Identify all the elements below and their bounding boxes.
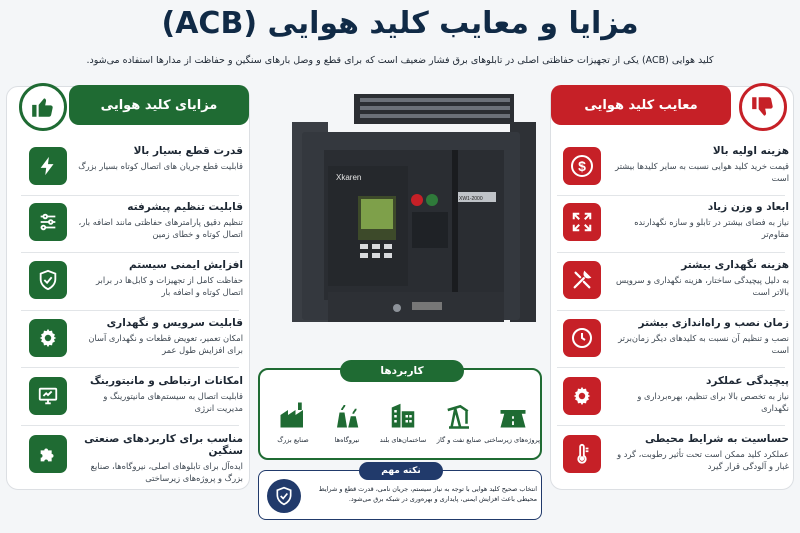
disadvantage-item [557, 375, 789, 430]
acb-breaker-image [262, 92, 538, 354]
advantage-desc: قابلیت اتصال به سیستم‌های مانیتورینگ و مدیریت انرژی [103, 391, 243, 414]
advantage-desc: ایده‌آل برای تابلوهای اصلی، نیروگاه‌ها، صنایع بزرگ و پروژه‌های زیرساختی [90, 461, 243, 484]
disadvantage-desc: عملکرد کلید ممکن است تحت تأثیر رطوبت، گرد و غبار و آلودگی قرار گیرد [617, 449, 789, 472]
disadvantage-title: پیچیدگی عملکرد [705, 375, 789, 387]
divider [557, 252, 785, 253]
advantage-desc: امکان تعمیر، تعویض قطعات و نگهداری آسان برای افزایش طول عمر [88, 333, 243, 356]
brand-label: Xkaren [336, 173, 362, 182]
advantage-item [21, 433, 253, 488]
advantage-item [21, 317, 253, 372]
dollar-icon [563, 147, 601, 185]
road-icon [486, 396, 540, 430]
disadvantage-desc: نصب و تنظیم آن نسبت به کلیدهای دیگر زمان‌برتر است [618, 333, 789, 356]
disadvantage-item [557, 201, 789, 256]
advantage-desc: حفاظت کامل از تجهیزات و کابل‌ها در برابر اتصال کوتاه و اضافه بار [95, 275, 243, 298]
disadvantage-title: ابعاد و وزن زیاد [707, 201, 789, 213]
application-item [320, 396, 374, 444]
expand-icon [563, 203, 601, 241]
application-item [432, 396, 486, 444]
divider [21, 195, 239, 196]
application-label: صنایع نفت و گاز [436, 436, 482, 444]
application-item [486, 396, 540, 444]
disadvantages-panel [550, 86, 794, 490]
disadvantage-title: هزینه اولیه بالا [712, 145, 789, 157]
gear-icon [29, 319, 67, 357]
advantages-panel [6, 86, 250, 490]
shield-check-icon [267, 479, 301, 513]
advantage-title: قدرت قطع بسیار بالا [133, 145, 243, 157]
divider [557, 195, 785, 196]
thermometer-icon [563, 435, 601, 473]
divider [21, 252, 239, 253]
divider [21, 367, 239, 368]
disadvantage-item [557, 317, 789, 372]
application-label: نیروگاه‌ها [334, 436, 360, 444]
disadvantage-item [557, 259, 789, 314]
advantage-title: قابلیت تنظیم پیشرفته [127, 201, 243, 213]
clock-icon [563, 319, 601, 357]
divider [557, 367, 785, 368]
divider [557, 425, 785, 426]
applications-heading: کاربردها [340, 360, 464, 382]
application-label: ساختمان‌های بلند [379, 436, 427, 444]
monitor-icon [29, 377, 67, 415]
disadvantage-desc: به دلیل پیچیدگی ساختار، هزینه نگهداری و سرویس بالاتر است [616, 275, 789, 298]
advantage-title: مناسب برای کاربردهای صنعتی سنگین [84, 433, 243, 457]
advantage-item [21, 375, 253, 430]
divider [557, 310, 785, 311]
note-heading: نکته مهم [359, 462, 443, 480]
shield-check-icon [29, 261, 67, 299]
advantage-title: امکانات ارتباطی و مانیتورینگ [90, 375, 243, 387]
disadvantages-heading: معایب کلید هوایی [551, 85, 731, 125]
application-item [376, 396, 430, 444]
disadvantage-desc: نیاز به فضای بیشتر در تابلو و سازه نگهدارنده مقاوم‌تر [634, 217, 789, 240]
power-plant-icon [320, 396, 374, 430]
thumbs-up-icon [19, 83, 67, 131]
applications-panel [258, 365, 542, 460]
thumbs-down-icon [739, 83, 787, 131]
advantage-desc: قابلیت قطع جریان های اتصال کوتاه بسیار بزرگ [78, 161, 243, 171]
important-note [258, 466, 542, 520]
application-label: صنایع بزرگ [277, 436, 309, 444]
disadvantage-item [557, 145, 789, 200]
disadvantage-item [557, 433, 789, 488]
disadvantage-title: هزینه نگهداری بیشتر [681, 259, 789, 271]
page-title: مزایا و معایب کلید هوایی (ACB) [161, 6, 639, 41]
disadvantage-desc: قیمت خرید کلید هوایی نسبت به سایر کلیدها بیشتر است [615, 161, 789, 184]
advantage-item [21, 201, 253, 256]
model-label: XW1-2000 [459, 196, 483, 202]
advantage-title: قابلیت سرویس و نگهداری [106, 317, 243, 329]
divider [21, 310, 239, 311]
disadvantage-desc: نیاز به تخصص بالا برای تنظیم، بهره‌برداری و نگهداری [637, 391, 789, 414]
advantages-heading: مزایای کلید هوایی [69, 85, 249, 125]
lightning-icon [29, 147, 67, 185]
sliders-icon [29, 203, 67, 241]
oil-pump-icon [432, 396, 486, 430]
buildings-icon [376, 396, 430, 430]
application-label: پروژه‌های زیرساختی [484, 436, 540, 444]
advantage-item [21, 145, 253, 200]
cog-icon [563, 377, 601, 415]
application-item [266, 396, 320, 444]
svg-text:$: $ [578, 158, 586, 174]
advantage-desc: تنظیم دقیق پارامترهای حفاظتی مانند اضافه بار، اتصال کوتاه و خطای زمین [78, 217, 243, 240]
tools-icon [563, 261, 601, 299]
factory-icon [266, 396, 320, 430]
divider [21, 425, 239, 426]
page-subtitle: کلید هوایی (ACB) یکی از تجهیزات حفاظتی اصلی در تابلوهای برق فشار ضعیف است که برای قطع و وصل بارهای سنگین و حفاظت از مدارها استفاده می‌شود. [86, 55, 714, 66]
advantage-item [21, 259, 253, 314]
puzzle-icon [29, 435, 67, 473]
disadvantage-title: زمان نصب و راه‌اندازی بیشتر [638, 317, 789, 329]
disadvantage-title: حساسیت به شرایط محیطی [644, 433, 789, 445]
advantage-title: افزایش ایمنی سیستم [128, 259, 243, 271]
note-text: انتخاب صحیح کلید هوایی با توجه به نیاز سیستم، جریان نامی، قدرت قطع و شرایط محیطی باعث افزایش ایمنی، پایداری و بهره‌وری در شبکه برق می‌شود. [318, 485, 537, 503]
